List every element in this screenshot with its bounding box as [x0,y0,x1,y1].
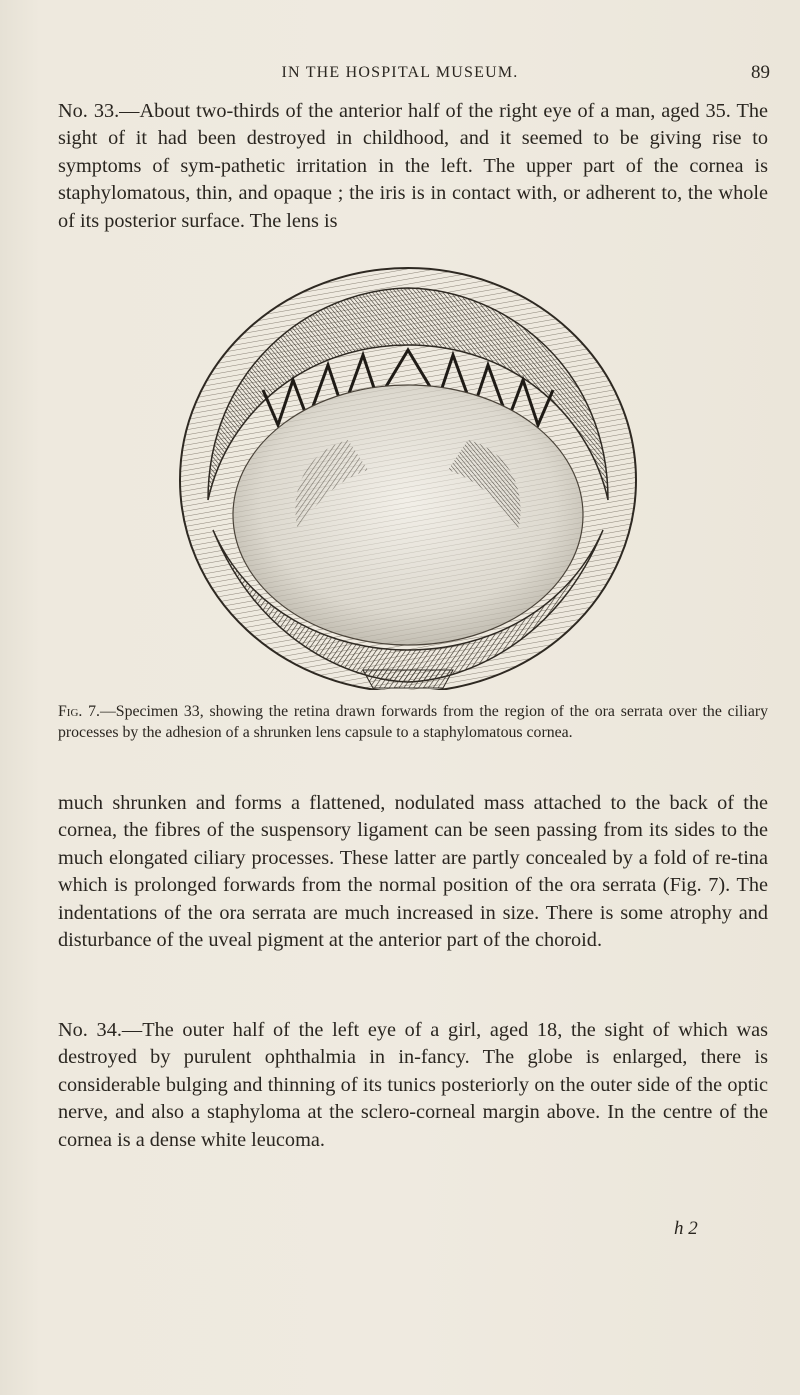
paragraph-specimen-34: No. 34.—The outer half of the left eye of a girl, aged 18, the sight of which was destroyed by purulent ophthalmia in in-fancy. The globe is enlarged, there is considerable bulging and thinning of its tunics posteriorly on the outer side of the optic nerve, and also a staphyloma at the sclero-corneal margin above. In the centre of the cornea is a dense white leucoma. [58,1019,768,1151]
paragraph-specimen-33: No. 33.—About two-thirds of the anterior half of the right eye of a man, aged 35. The sight of it had been destroyed in childhood, and it seemed to be giving rise to symptoms of sym-pathetic irritation in the left. The upper part of the cornea is staphylomatous, thin, and opaque ; the iris is in contact with, or adherent to, the whole of its posterior surface. The lens is [58,100,768,232]
paragraph-specimen-33-continued: much shrunken and forms a flattened, nodulated mass attached to the back of the cornea, the fibres of the suspensory ligament can be seen passing from its sides to the much elongated ciliary processes. These latter are partly concealed by a fold of re-tina which is prolonged forwards from the normal position of the ora serrata (Fig. 7). The indentations of the ora serrata are much increased in size. There is some atrophy and disturbance of the uveal pigment at the anterior part of the choroid. [58,792,768,952]
figure-7-caption [58,701,768,743]
page-header [0,64,800,88]
running-head: IN THE HOSPITAL MUSEUM. [281,64,519,81]
figure-caption-text: —Specimen 33, showing the retina drawn forwards from the region of the ora serrata over the ciliary processes by the adhesion of a shrunken lens capsule to a staphylomatous cornea. [58,703,768,741]
page-number: 89 [751,62,770,83]
figure-label: Fig. 7. [58,703,100,720]
figure-7-illustration [168,250,648,690]
eye-specimen-engraving [168,250,648,690]
signature-mark: h 2 [674,1218,698,1239]
